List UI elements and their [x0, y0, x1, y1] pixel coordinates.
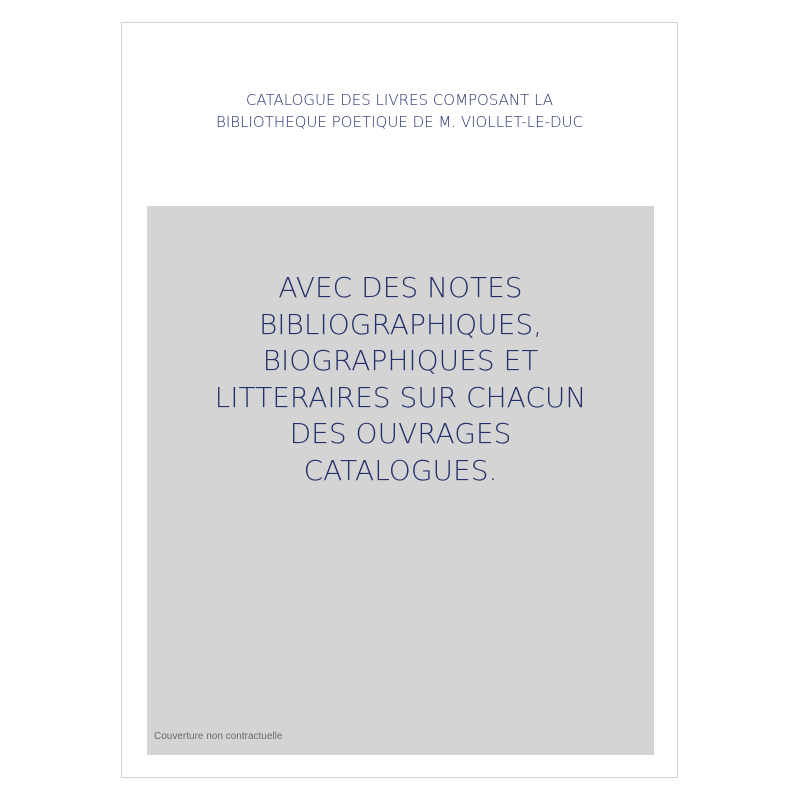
cover-subtitle-line: BIBLIOGRAPHIQUES, [258, 307, 543, 341]
cover-subtitle-line: AVEC DES NOTES [278, 271, 523, 304]
cover-title-line: BIBLIOTHEQUE POETIQUE DE M. VIOLLET-LE-DUC [216, 113, 583, 131]
cover-title [122, 89, 677, 133]
cover-subtitle-line: CATALOGUES. [303, 453, 498, 487]
cover-subtitle [147, 270, 654, 489]
cover-subtitle-line: LITTERAIRES SUR CHACUN [214, 380, 587, 414]
book-cover [121, 22, 678, 778]
cover-title-line: CATALOGUE DES LIVRES COMPOSANT LA [245, 91, 554, 109]
cover-disclaimer: Couverture non contractuelle [154, 731, 283, 742]
cover-subtitle-line: DES OUVRAGES [289, 417, 512, 450]
cover-panel [147, 206, 654, 755]
cover-subtitle-line: BIOGRAPHIQUES ET [262, 344, 539, 377]
